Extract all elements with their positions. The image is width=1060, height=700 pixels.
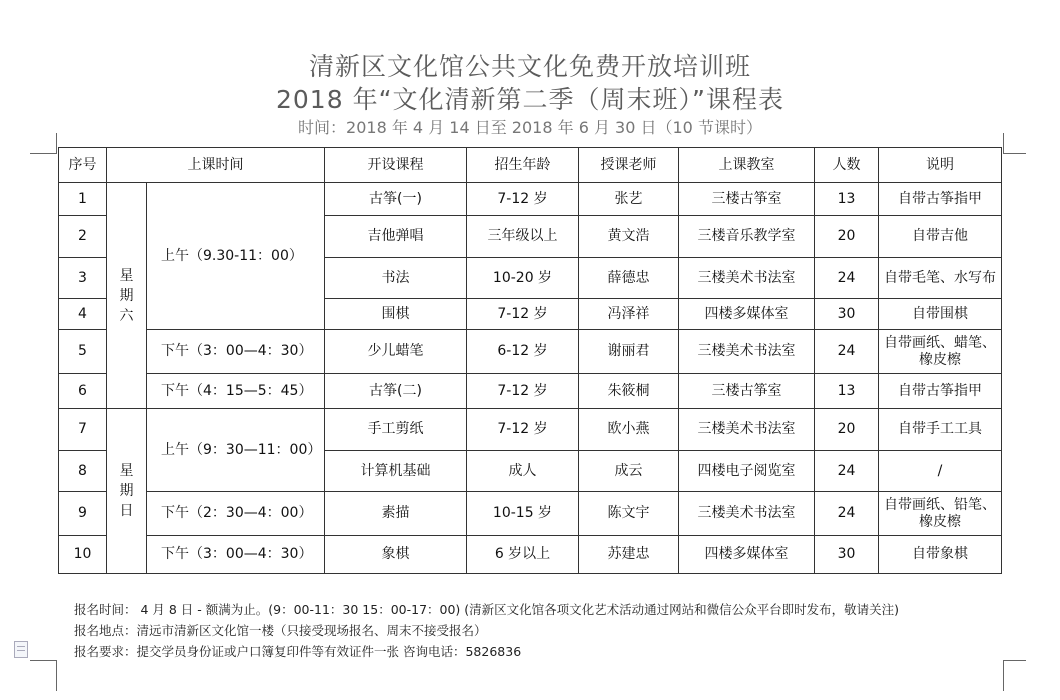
cell-age: 成人 [467, 451, 579, 492]
cell-no: 6 [59, 374, 107, 409]
cell-note: / [879, 451, 1002, 492]
cell-course: 计算机基础 [325, 451, 467, 492]
cell-no: 8 [59, 451, 107, 492]
header-no: 序号 [59, 148, 107, 183]
cell-note [879, 492, 1002, 536]
cell-room: 三楼音乐教学室 [679, 216, 815, 258]
cell-note: 自带吉他 [879, 216, 1002, 258]
table-row [59, 374, 1002, 409]
cell-no: 2 [59, 216, 107, 258]
crop-mark-bottom-left [30, 660, 57, 691]
cell-note: 自带古筝指甲 [879, 183, 1002, 216]
cell-count: 30 [815, 299, 879, 330]
table-row [59, 536, 1002, 574]
header-teacher: 授课老师 [579, 148, 679, 183]
time-sat-afternoon-1: 下午（3：00—4：30） [147, 330, 325, 374]
cell-count: 13 [815, 374, 879, 409]
cell-course: 素描 [325, 492, 467, 536]
cell-count: 20 [815, 409, 879, 451]
cell-course: 吉他弹唱 [325, 216, 467, 258]
cell-room: 三楼古筝室 [679, 374, 815, 409]
cell-room: 三楼古筝室 [679, 183, 815, 216]
cell-no: 4 [59, 299, 107, 330]
table-row [59, 183, 1002, 216]
cell-room: 三楼美术书法室 [679, 409, 815, 451]
cell-age: 7-12 岁 [467, 409, 579, 451]
cell-course: 少儿蜡笔 [325, 330, 467, 374]
note-line: 自带画纸、蜡笔、 [884, 334, 996, 351]
cell-course: 围棋 [325, 299, 467, 330]
cell-room: 四楼多媒体室 [679, 536, 815, 574]
cell-teacher: 陈文宇 [579, 492, 679, 536]
header-room: 上课教室 [679, 148, 815, 183]
time-sun-afternoon-2: 下午（3：00—4：30） [147, 536, 325, 574]
header-time: 上课时间 [107, 148, 325, 183]
header-course: 开设课程 [325, 148, 467, 183]
cell-count: 24 [815, 330, 879, 374]
cell-no: 7 [59, 409, 107, 451]
time-sat-afternoon-2: 下午（4：15—5：45） [147, 374, 325, 409]
header-count: 人数 [815, 148, 879, 183]
day-saturday: 星 期 六 [107, 183, 147, 409]
header-age: 招生年龄 [467, 148, 579, 183]
note-line: 自带画纸、铅笔、 [884, 496, 996, 513]
cell-note: 自带围棋 [879, 299, 1002, 330]
cell-teacher: 薛德忠 [579, 258, 679, 299]
table-header-row [59, 148, 1002, 183]
time-sat-morning: 上午（9.30-11：00） [147, 183, 325, 330]
note-line: 橡皮檫 [919, 513, 961, 530]
table-row [59, 330, 1002, 374]
cell-teacher: 朱筱桐 [579, 374, 679, 409]
cell-count: 20 [815, 216, 879, 258]
cell-count: 24 [815, 492, 879, 536]
cell-count: 24 [815, 258, 879, 299]
crop-mark-bottom-right [1003, 660, 1026, 691]
cell-teacher: 成云 [579, 451, 679, 492]
cell-age: 三年级以上 [467, 216, 579, 258]
cell-count: 13 [815, 183, 879, 216]
registration-requirements: 报名要求：提交学员身份证或户口簿复印件等有效证件一张 咨询电话：5826836 [74, 644, 522, 659]
note-line: 橡皮檫 [919, 351, 961, 368]
cell-no: 3 [59, 258, 107, 299]
schedule-period: 时间：2018 年 4 月 14 日至 2018 年 6 月 30 日（10 节课时） [298, 118, 762, 137]
time-sun-afternoon-1: 下午（2：30—4：00） [147, 492, 325, 536]
table-row [59, 409, 1002, 451]
cell-room: 四楼多媒体室 [679, 299, 815, 330]
cell-course: 象棋 [325, 536, 467, 574]
cell-teacher: 谢丽君 [579, 330, 679, 374]
cell-age: 6-12 岁 [467, 330, 579, 374]
header-note: 说明 [879, 148, 1002, 183]
cell-course: 古筝(一) [325, 183, 467, 216]
cell-count: 30 [815, 536, 879, 574]
cell-course: 古筝(二) [325, 374, 467, 409]
cell-age: 7-12 岁 [467, 299, 579, 330]
document-icon [14, 641, 28, 658]
cell-note: 自带象棋 [879, 536, 1002, 574]
cell-age: 7-12 岁 [467, 183, 579, 216]
cell-age: 10-15 岁 [467, 492, 579, 536]
registration-location: 报名地点：清远市清新区文化馆一楼（只接受现场报名、周末不接受报名） [74, 623, 487, 638]
day-sunday: 星 期 日 [107, 409, 147, 574]
cell-count: 24 [815, 451, 879, 492]
cell-teacher: 欧小燕 [579, 409, 679, 451]
cell-room: 三楼美术书法室 [679, 492, 815, 536]
cell-no: 1 [59, 183, 107, 216]
cell-course: 书法 [325, 258, 467, 299]
cell-teacher: 冯泽祥 [579, 299, 679, 330]
cell-teacher: 张艺 [579, 183, 679, 216]
cell-no: 9 [59, 492, 107, 536]
cell-room: 三楼美术书法室 [679, 330, 815, 374]
cell-teacher: 苏建忠 [579, 536, 679, 574]
cell-room: 四楼电子阅览室 [679, 451, 815, 492]
schedule-table [58, 147, 1002, 574]
cell-age: 10-20 岁 [467, 258, 579, 299]
registration-time: 报名时间： 4 月 8 日 - 额满为止。(9：00-11：30 15：00-17：00) (清新区文化馆各项文化艺术活动通过网站和微信公众平台即时发布，敬请关注) [74, 602, 900, 617]
cell-room: 三楼美术书法室 [679, 258, 815, 299]
cell-note [879, 330, 1002, 374]
table-row [59, 492, 1002, 536]
document-subtitle: 2018 年“文化清新第二季（周末班）”课程表 [276, 85, 784, 114]
cell-no: 5 [59, 330, 107, 374]
cell-teacher: 黄文浩 [579, 216, 679, 258]
cell-age: 7-12 岁 [467, 374, 579, 409]
cell-note: 自带古筝指甲 [879, 374, 1002, 409]
cell-note: 自带手工工具 [879, 409, 1002, 451]
cell-no: 10 [59, 536, 107, 574]
time-sun-morning: 上午（9：30—11：00） [147, 409, 325, 492]
document-title: 清新区文化馆公共文化免费开放培训班 [308, 52, 751, 81]
cell-note: 自带毛笔、水写布 [879, 258, 1002, 299]
cell-course: 手工剪纸 [325, 409, 467, 451]
cell-age: 6 岁以上 [467, 536, 579, 574]
